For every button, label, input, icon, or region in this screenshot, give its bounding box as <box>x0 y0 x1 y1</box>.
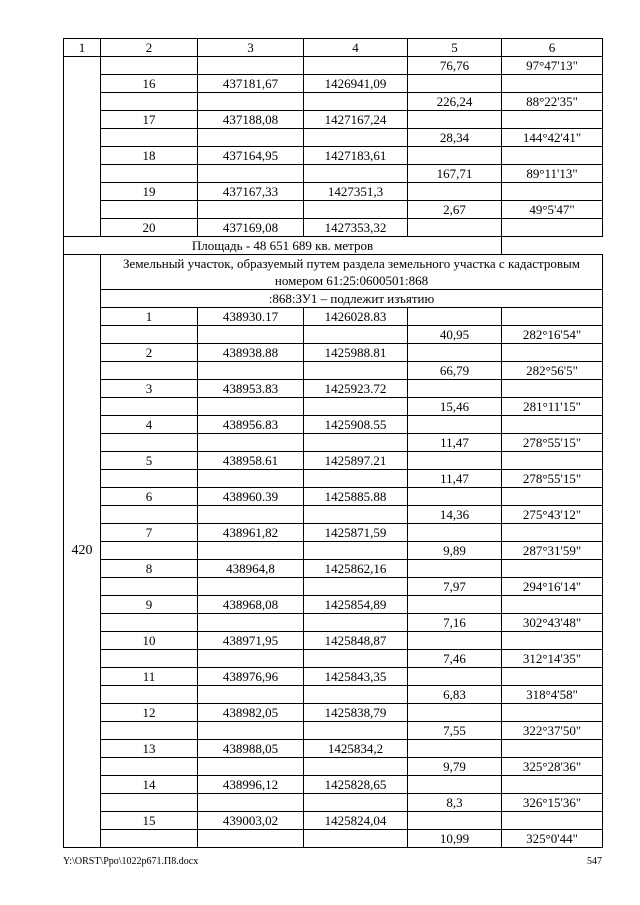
distance-value: 2,67 <box>408 201 502 219</box>
segment-row <box>64 830 603 848</box>
empty-cell <box>408 560 502 578</box>
empty-cell <box>502 344 603 362</box>
empty-cell <box>502 75 603 93</box>
x-coordinate: 438958.61 <box>198 452 304 470</box>
empty-cell <box>304 93 408 111</box>
distance-value: 7,97 <box>408 578 502 596</box>
point-number: 7 <box>101 524 198 542</box>
area-row <box>64 237 603 255</box>
empty-cell <box>304 470 408 488</box>
x-coordinate: 438968,08 <box>198 596 304 614</box>
empty-cell <box>408 416 502 434</box>
point-number: 12 <box>101 704 198 722</box>
empty-cell <box>101 542 198 560</box>
point-row <box>64 776 603 794</box>
point-number: 3 <box>101 380 198 398</box>
empty-cell <box>408 75 502 93</box>
empty-cell <box>101 722 198 740</box>
empty-cell <box>198 650 304 668</box>
empty-cell <box>198 398 304 416</box>
angle-value: 282°16'54" <box>502 326 603 344</box>
y-coordinate: 1425838,79 <box>304 704 408 722</box>
point-number: 18 <box>101 147 198 165</box>
header-row <box>64 39 603 57</box>
header-cell-1: 1 <box>64 39 101 57</box>
segment-row <box>64 326 603 344</box>
y-coordinate: 1425923.72 <box>304 380 408 398</box>
segment-row <box>64 758 603 776</box>
empty-cell <box>101 129 198 147</box>
segment-row <box>64 794 603 812</box>
point-row <box>64 632 603 650</box>
x-coordinate: 438930.17 <box>198 308 304 326</box>
empty-cell <box>198 434 304 452</box>
empty-cell <box>502 560 603 578</box>
point-row <box>64 219 603 237</box>
point-row <box>64 344 603 362</box>
header-cell-5: 5 <box>408 39 502 57</box>
distance-value: 9,79 <box>408 758 502 776</box>
empty-cell <box>502 740 603 758</box>
y-coordinate: 1425828,65 <box>304 776 408 794</box>
distance-value: 10,99 <box>408 830 502 848</box>
segment-row <box>64 93 603 111</box>
point-number: 15 <box>101 812 198 830</box>
empty-cell <box>502 308 603 326</box>
y-coordinate: 1425908.55 <box>304 416 408 434</box>
y-coordinate: 1426941,09 <box>304 75 408 93</box>
footer-file-path: Y:\ORST\Ppo\1022p671.П8.docx <box>63 856 199 867</box>
segment-row <box>64 722 603 740</box>
angle-value: 325°28'36" <box>502 758 603 776</box>
distance-value: 6,83 <box>408 686 502 704</box>
point-number: 20 <box>101 219 198 237</box>
empty-cell <box>304 686 408 704</box>
y-coordinate: 1425854,89 <box>304 596 408 614</box>
point-row <box>64 380 603 398</box>
distance-value: 28,34 <box>408 129 502 147</box>
x-coordinate: 438953.83 <box>198 380 304 398</box>
empty-cell <box>304 542 408 560</box>
empty-cell <box>198 362 304 380</box>
point-row <box>64 488 603 506</box>
empty-cell <box>502 111 603 129</box>
empty-cell <box>304 758 408 776</box>
empty-cell <box>502 632 603 650</box>
angle-value: 97°47'13" <box>502 57 603 75</box>
segment-row <box>64 542 603 560</box>
empty-cell <box>101 578 198 596</box>
empty-cell <box>502 183 603 201</box>
point-row <box>64 596 603 614</box>
y-coordinate: 1427183,61 <box>304 147 408 165</box>
angle-value: 282°56'5" <box>502 362 603 380</box>
segment-row <box>64 578 603 596</box>
x-coordinate: 438964,8 <box>198 560 304 578</box>
empty-cell <box>408 776 502 794</box>
y-coordinate: 1425862,16 <box>304 560 408 578</box>
table-body <box>64 39 603 848</box>
point-number: 17 <box>101 111 198 129</box>
empty-cell <box>304 578 408 596</box>
point-row <box>64 452 603 470</box>
empty-cell <box>304 794 408 812</box>
empty-cell <box>101 506 198 524</box>
empty-cell <box>101 57 198 75</box>
empty-cell <box>304 57 408 75</box>
empty-cell <box>101 830 198 848</box>
point-number: 13 <box>101 740 198 758</box>
y-coordinate: 1425824,04 <box>304 812 408 830</box>
empty-cell <box>101 434 198 452</box>
angle-value: 318°4'58" <box>502 686 603 704</box>
y-coordinate: 1427351,3 <box>304 183 408 201</box>
empty-cell <box>408 111 502 129</box>
point-row <box>64 111 603 129</box>
empty-cell <box>101 794 198 812</box>
empty-cell <box>502 776 603 794</box>
description-row <box>64 290 603 308</box>
empty-cell <box>101 326 198 344</box>
empty-cell <box>198 201 304 219</box>
x-coordinate: 438961,82 <box>198 524 304 542</box>
empty-cell <box>408 452 502 470</box>
angle-value: 275°43'12" <box>502 506 603 524</box>
angle-value: 322°37'50" <box>502 722 603 740</box>
empty-cell <box>198 165 304 183</box>
empty-cell <box>101 650 198 668</box>
distance-value: 167,71 <box>408 165 502 183</box>
empty-cell <box>502 416 603 434</box>
point-number: 14 <box>101 776 198 794</box>
empty-cell <box>198 129 304 147</box>
empty-cell <box>304 830 408 848</box>
distance-value: 7,16 <box>408 614 502 632</box>
point-number: 10 <box>101 632 198 650</box>
angle-value: 278°55'15" <box>502 470 603 488</box>
y-coordinate: 1425848,87 <box>304 632 408 650</box>
empty-cell <box>198 794 304 812</box>
empty-cell <box>408 740 502 758</box>
x-coordinate: 437181,67 <box>198 75 304 93</box>
point-number: 9 <box>101 596 198 614</box>
header-cell-6: 6 <box>502 39 603 57</box>
point-row <box>64 147 603 165</box>
point-row <box>64 740 603 758</box>
point-number: 5 <box>101 452 198 470</box>
point-row <box>64 668 603 686</box>
x-coordinate: 438938.88 <box>198 344 304 362</box>
empty-cell <box>198 326 304 344</box>
empty-cell <box>101 614 198 632</box>
angle-value: 88°22'35" <box>502 93 603 111</box>
empty-cell <box>198 722 304 740</box>
point-number: 8 <box>101 560 198 578</box>
angle-value: 49°5'47" <box>502 201 603 219</box>
angle-value: 326°15'36" <box>502 794 603 812</box>
point-number: 6 <box>101 488 198 506</box>
empty-cell <box>101 686 198 704</box>
angle-value: 302°43'48" <box>502 614 603 632</box>
empty-cell <box>304 129 408 147</box>
segment-row <box>64 470 603 488</box>
area-text: Площадь - 48 651 689 кв. метров <box>64 237 502 255</box>
point-row <box>64 524 603 542</box>
y-coordinate: 1425885.88 <box>304 488 408 506</box>
empty-cell <box>198 758 304 776</box>
point-row <box>64 812 603 830</box>
empty-cell <box>101 165 198 183</box>
empty-cell <box>502 380 603 398</box>
distance-value: 14,36 <box>408 506 502 524</box>
parcel-description-note: :868:ЗУ1 – подлежит изъятию <box>101 290 603 308</box>
empty-cell <box>304 434 408 452</box>
x-coordinate: 438960.39 <box>198 488 304 506</box>
point-number: 19 <box>101 183 198 201</box>
empty-cell <box>408 344 502 362</box>
empty-cell <box>304 398 408 416</box>
empty-cell <box>408 183 502 201</box>
coordinates-table <box>63 38 603 848</box>
empty-cell <box>304 722 408 740</box>
distance-value: 7,46 <box>408 650 502 668</box>
empty-cell <box>408 668 502 686</box>
empty-cell <box>198 542 304 560</box>
empty-cell <box>198 686 304 704</box>
y-coordinate: 1426028.83 <box>304 308 408 326</box>
empty-cell <box>502 596 603 614</box>
segment-row <box>64 506 603 524</box>
empty-cell <box>198 57 304 75</box>
empty-cell <box>408 812 502 830</box>
angle-value: 278°55'15" <box>502 434 603 452</box>
y-coordinate: 1425871,59 <box>304 524 408 542</box>
empty-cell <box>502 668 603 686</box>
point-number: 2 <box>101 344 198 362</box>
empty-cell <box>502 488 603 506</box>
distance-value: 66,79 <box>408 362 502 380</box>
point-number: 4 <box>101 416 198 434</box>
distance-value: 76,76 <box>408 57 502 75</box>
empty-cell <box>408 147 502 165</box>
distance-value: 15,46 <box>408 398 502 416</box>
header-cell-3: 3 <box>198 39 304 57</box>
empty-cell <box>408 488 502 506</box>
empty-cell <box>101 758 198 776</box>
angle-value: 287°31'59" <box>502 542 603 560</box>
distance-value: 7,55 <box>408 722 502 740</box>
empty-cell <box>408 596 502 614</box>
empty-cell <box>198 578 304 596</box>
empty-cell <box>101 470 198 488</box>
segment-row <box>64 57 603 75</box>
empty-cell <box>198 830 304 848</box>
empty-cell <box>304 326 408 344</box>
segment-row <box>64 362 603 380</box>
empty-cell <box>408 632 502 650</box>
segment-row <box>64 165 603 183</box>
segment-row <box>64 434 603 452</box>
segment-row <box>64 650 603 668</box>
empty-cell <box>304 201 408 219</box>
angle-value: 144°42'41" <box>502 129 603 147</box>
x-coordinate: 437164,95 <box>198 147 304 165</box>
description-row <box>64 255 603 290</box>
y-coordinate: 1427167,24 <box>304 111 408 129</box>
point-number: 16 <box>101 75 198 93</box>
empty-cell <box>198 93 304 111</box>
empty-cell <box>502 812 603 830</box>
point-row <box>64 560 603 578</box>
angle-value: 294°16'14" <box>502 578 603 596</box>
empty-cell <box>304 362 408 380</box>
segment-row <box>64 686 603 704</box>
x-coordinate: 437167,33 <box>198 183 304 201</box>
empty-cell <box>101 93 198 111</box>
point-row <box>64 308 603 326</box>
angle-value: 325°0'44" <box>502 830 603 848</box>
empty-cell <box>408 524 502 542</box>
x-coordinate: 438982,05 <box>198 704 304 722</box>
y-coordinate: 1427353,32 <box>304 219 408 237</box>
angle-value: 312°14'35" <box>502 650 603 668</box>
header-cell-4: 4 <box>304 39 408 57</box>
empty-cell <box>408 308 502 326</box>
segment-row <box>64 614 603 632</box>
segment-row <box>64 398 603 416</box>
empty-cell <box>502 524 603 542</box>
distance-value: 226,24 <box>408 93 502 111</box>
distance-value: 11,47 <box>408 470 502 488</box>
x-coordinate: 437169,08 <box>198 219 304 237</box>
distance-value: 11,47 <box>408 434 502 452</box>
empty-cell <box>101 398 198 416</box>
point-row <box>64 704 603 722</box>
empty-cell <box>408 380 502 398</box>
header-cell-2: 2 <box>101 39 198 57</box>
x-coordinate: 438988,05 <box>198 740 304 758</box>
point-number: 1 <box>101 308 198 326</box>
empty-cell <box>304 506 408 524</box>
y-coordinate: 1425897.21 <box>304 452 408 470</box>
parcel-number-empty <box>64 57 101 237</box>
distance-value: 9,89 <box>408 542 502 560</box>
empty-cell <box>304 650 408 668</box>
empty-cell <box>502 219 603 237</box>
x-coordinate: 437188,08 <box>198 111 304 129</box>
empty-cell <box>304 614 408 632</box>
y-coordinate: 1425834,2 <box>304 740 408 758</box>
segment-row <box>64 201 603 219</box>
empty-cell <box>502 704 603 722</box>
point-row <box>64 75 603 93</box>
empty-cell <box>304 165 408 183</box>
distance-value: 40,95 <box>408 326 502 344</box>
parcel-number: 420 <box>64 255 101 848</box>
point-row <box>64 416 603 434</box>
empty-cell <box>198 614 304 632</box>
x-coordinate: 438956.83 <box>198 416 304 434</box>
angle-value: 281°11'15" <box>502 398 603 416</box>
empty-cell <box>101 362 198 380</box>
point-number: 11 <box>101 668 198 686</box>
segment-row <box>64 129 603 147</box>
x-coordinate: 438976,96 <box>198 668 304 686</box>
y-coordinate: 1425988.81 <box>304 344 408 362</box>
parcel-description: Земельный участок, образуемый путем раздела земельного участка с кадастровым номером 61:25:0600501:868 <box>101 255 603 290</box>
empty-cell <box>502 147 603 165</box>
empty-cell <box>101 201 198 219</box>
empty-cell <box>408 704 502 722</box>
distance-value: 8,3 <box>408 794 502 812</box>
empty-cell <box>502 452 603 470</box>
empty-cell <box>408 219 502 237</box>
empty-cell <box>198 506 304 524</box>
x-coordinate: 438971,95 <box>198 632 304 650</box>
x-coordinate: 438996,12 <box>198 776 304 794</box>
empty-cell <box>198 470 304 488</box>
x-coordinate: 439003,02 <box>198 812 304 830</box>
angle-value: 89°11'13" <box>502 165 603 183</box>
y-coordinate: 1425843,35 <box>304 668 408 686</box>
point-row <box>64 183 603 201</box>
footer-page-number: 547 <box>587 856 602 867</box>
